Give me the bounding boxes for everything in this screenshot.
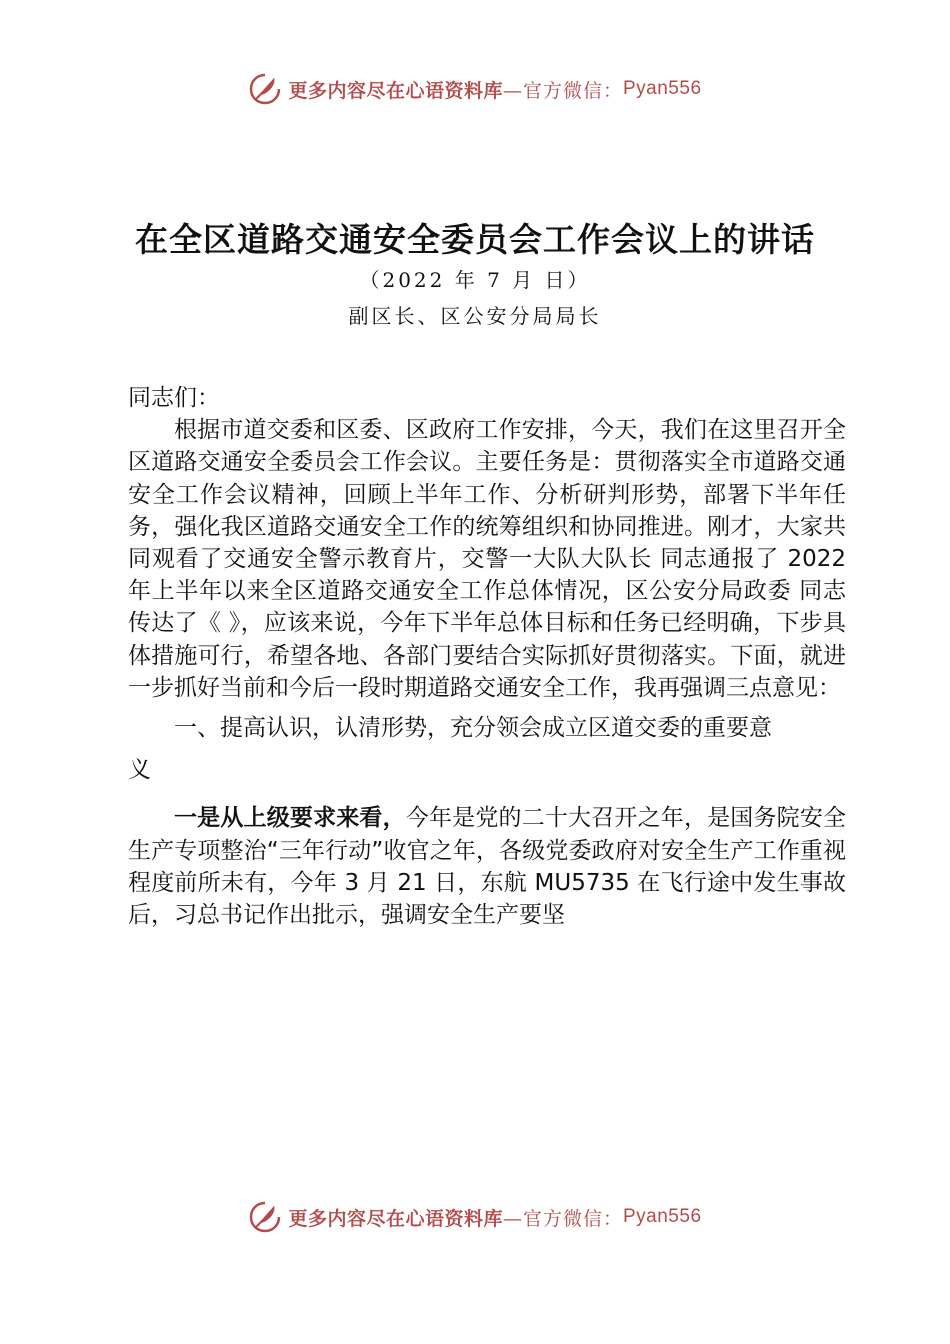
- point-1-text: 今年是党的二十大召开之年，是国务院安全生产专项整治“三年行动”收官之年，各级党委政府对安全生产工作重视程度前所未有，今年 3 月 21 日，东航 MU5735 在飞行途中发生事故后，习总书记作出批示，强调安全生产要坚: [128, 805, 847, 929]
- feather-pen-logo-icon: [248, 1200, 282, 1234]
- point-1-lead: 一是从上级要求来看，: [174, 805, 406, 832]
- document-speaker: 副区长、区公安分局局长: [348, 304, 602, 328]
- point-1-paragraph: [128, 802, 846, 931]
- watermark-text: 更多内容尽在心语资料库: [288, 1207, 503, 1230]
- feather-pen-logo-icon: [248, 72, 282, 106]
- watermark-id: Pyan556: [623, 78, 702, 99]
- document-date: （2022 年 7 月 日）: [359, 268, 591, 292]
- watermark-id: Pyan556: [623, 1206, 702, 1227]
- section-1-heading-cont: 义: [128, 757, 151, 784]
- paragraph-1: 根据市道交委和区委、区政府工作安排，今天，我们在这里召开全区道路交通安全委员会工作会议。主要任务是：贯彻落实全市道路交通安全工作会议精神，回顾上半年工作、分析研判形势，部署下半年任务，强化我区道路交通安全工作的统筹组织和协同推进。刚才，大家共同观看了交通安全警示教育片，交警一大队大队长 同志通报了 2022 年上半年以来全区道路交通安全工作总体情况，区公安分局政委 同志传达了《 》，应该来说，今年下半年总体目标和任务已经明确，下步具体措施可行，希望各地、各部门要结合实际抓好贯彻落实。下面，就进一步抓好当前和今后一段时期道路交通安全工作，我再强调三点意见：: [128, 417, 846, 701]
- section-1-heading: 一、提高认识，认清形势，充分领会成立区道交委的重要意: [174, 715, 772, 742]
- watermark-footer: [0, 1200, 950, 1234]
- document-body: [128, 382, 846, 931]
- watermark-separator: —官方微信：: [502, 1207, 623, 1230]
- watermark-text: 更多内容尽在心语资料库: [288, 79, 503, 102]
- document-title: 在全区道路交通安全委员会工作会议上的讲话: [135, 220, 815, 259]
- watermark-separator: —官方微信：: [502, 79, 623, 102]
- watermark-header: [0, 72, 950, 106]
- greeting: 同志们：: [128, 385, 220, 411]
